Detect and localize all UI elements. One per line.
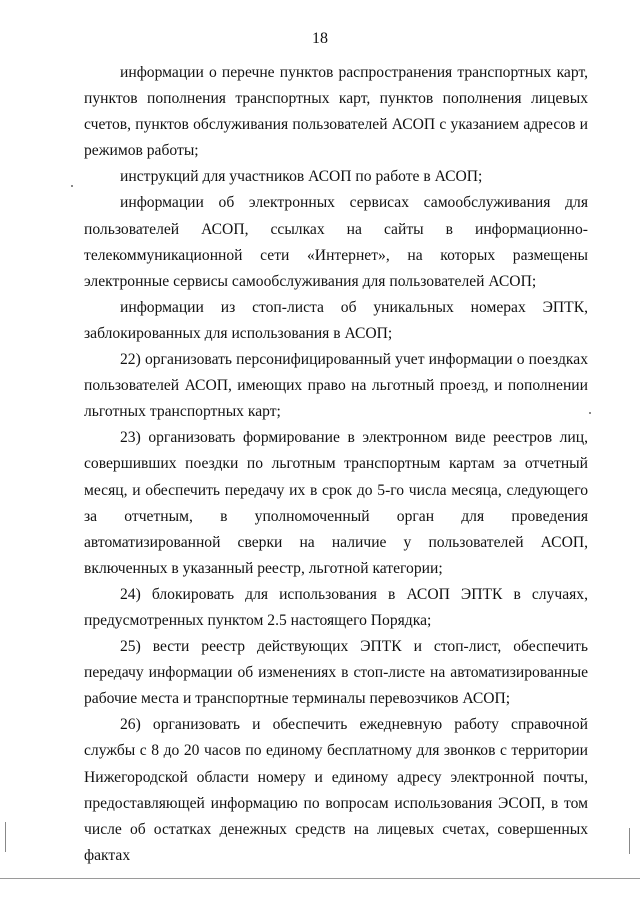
page-number: 18 [312, 30, 328, 47]
paragraph-electronic-services: информации об электронных сервисах самообслуживания для пользователей АСОП, ссылках на сайты в информационно-телекоммуникационной сети «Интернет», на которых размещены электронные сервисы самообслуживания для пользователей АСОП; [84, 194, 588, 290]
document-body [84, 60, 588, 869]
scan-dot [589, 412, 591, 414]
paragraph-item-24: 24) блокировать для использования в АСОП ЭПТК в случаях, предусмотренных пунктом 2.5 настоящего Порядка; [84, 585, 588, 629]
paragraph-item-26: 26) организовать и обеспечить ежедневную работу справочной службы с 8 до 20 часов по единому бесплатному для звонков с территории Нижегородской области номеру и единому адресу электронной почты, предоставляющей информацию по вопросам использования ЭСОП, в том числе об остатках денежных средств на лицевых счетах, совершенных фактах [84, 716, 588, 864]
paragraph-item-23: 23) организовать формирование в электронном виде реестров лиц, совершивших поездки по льготным транспортным картам за отчетный месяц, и обеспечить передачу их в срок до 5-го числа месяца, следующего за отчетным, в уполномоченный орган для проведения автоматизированной сверки на наличие у пользователей АСОП, включенных в указанный реестр, льготной категории; [84, 429, 588, 577]
paragraph-instructions: инструкций для участников АСОП по работе в АСОП; [120, 168, 483, 186]
paragraph-stop-list: информации из стоп-листа об уникальных номерах ЭПТК, заблокированных для использования в АСОП; [84, 298, 588, 342]
paragraph-info-points: информации о перечне пунктов распространения транспортных карт, пунктов пополнения транспортных карт, пунктов пополнения лицевых счетов, пунктов обслуживания пользователей АСОП с указанием адресов и режимов работы; [84, 64, 588, 160]
scan-dot [71, 185, 73, 187]
paragraph-item-25: 25) вести реестр действующих ЭПТК и стоп-лист, обеспечить передачу информации об изменениях в стоп-листе на автоматизированные рабочие места и транспортные терминалы перевозчиков АСОП; [84, 638, 588, 708]
scan-margin-mark-left [5, 822, 6, 852]
scan-margin-mark-right [629, 828, 630, 854]
paragraph-item-22: 22) организовать персонифицированный учет информации о поездках пользователей АСОП, имеющих право на льготный проезд, и пополнении льготных транспортных карт; [84, 351, 588, 421]
scan-bottom-rule [0, 878, 640, 879]
